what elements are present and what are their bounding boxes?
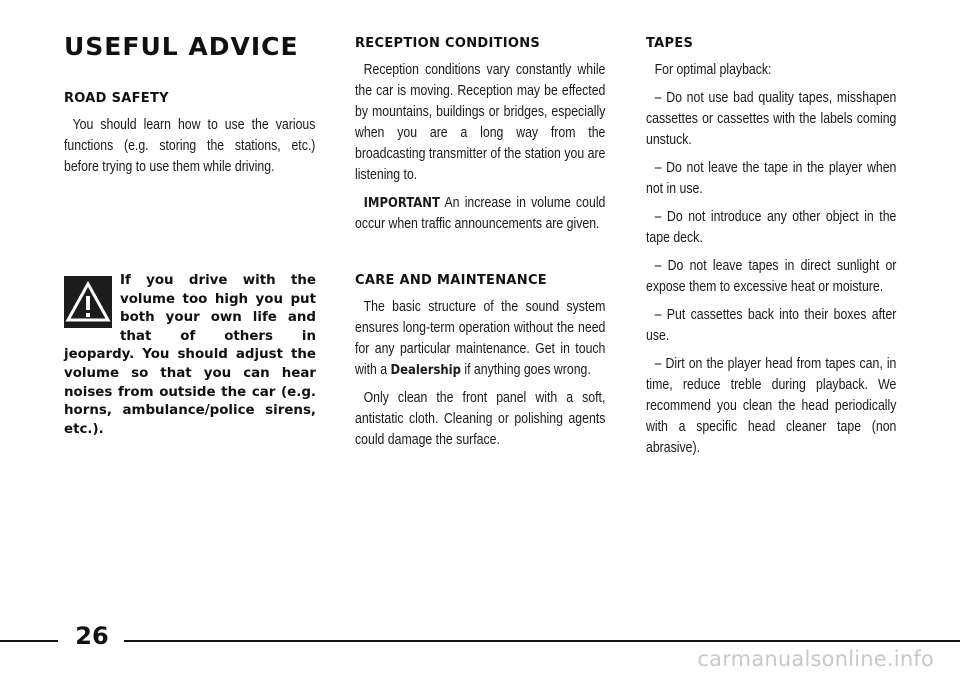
important-label: IMPORTANT — [363, 195, 440, 211]
warning-box — [64, 272, 316, 439]
tapes-item: – Do not leave tapes in direct sunlight or expose them to excessive heat or moisture. — [646, 258, 897, 295]
footer-rule-right — [124, 640, 960, 642]
tapes-heading: TAPES — [646, 36, 694, 51]
page-title: USEFUL ADVICE — [64, 32, 299, 61]
tapes-intro: For optimal playback: — [654, 62, 772, 78]
reception-heading: RECEPTION CONDITIONS — [355, 36, 541, 51]
tapes-item: – Put cassettes back into their boxes after use. — [646, 307, 897, 344]
important-text: An increase in volume could occur when traffic announcements are given. — [355, 195, 606, 232]
tapes-item: – Do not leave the tape in the player when not in use. — [646, 160, 897, 197]
column-left — [64, 0, 316, 185]
care-paragraph-2: Only clean the front panel with a soft, antistatic cloth. Cleaning or polishing agents could damage the surface. — [355, 390, 606, 448]
column-middle — [355, 0, 606, 458]
tapes-item: – Do not use bad quality tapes, misshapen cassettes or cassettes with the labels coming unstuck. — [646, 90, 897, 148]
page-number: 26 — [75, 622, 109, 650]
care-heading: CARE AND MAINTENANCE — [355, 273, 547, 288]
warning-text: If you drive with the volume too high you put both your own life and that of others in jeopardy. You should adjust the volume so that you can hear noises from outside the car (e.g. horns, ambulance/police sirens, etc.). — [64, 273, 316, 437]
reception-paragraph: Reception conditions vary constantly while the car is moving. Reception may be effected by mountains, buildings or bridges, especially when you are a long way from the broadcasting transmitter of the station you are listening to. — [355, 62, 606, 183]
care-paragraph-1: The basic structure of the sound system ensures long-term operation without the need for any particular maintenance. Get in touch with a Dealership if anything goes wrong. — [355, 299, 606, 378]
footer-rule-left — [0, 640, 58, 642]
road-safety-paragraph: You should learn how to use the various functions (e.g. storing the stations, etc.) before trying to use them while driving. — [64, 117, 316, 175]
dealership-term: Dealership — [390, 362, 461, 378]
tapes-item: – Do not introduce any other object in the tape deck. — [646, 209, 897, 246]
watermark: carmanualsonline.info — [697, 647, 934, 671]
important-paragraph — [355, 193, 605, 235]
tapes-item: – Dirt on the player head from tapes can, in time, reduce treble during playback. We recommend you clean the head periodically with a specific head cleaner tape (non abrasive). — [646, 356, 897, 456]
column-right — [646, 0, 897, 466]
warning-triangle-icon — [64, 276, 112, 328]
road-safety-heading: ROAD SAFETY — [64, 91, 169, 106]
